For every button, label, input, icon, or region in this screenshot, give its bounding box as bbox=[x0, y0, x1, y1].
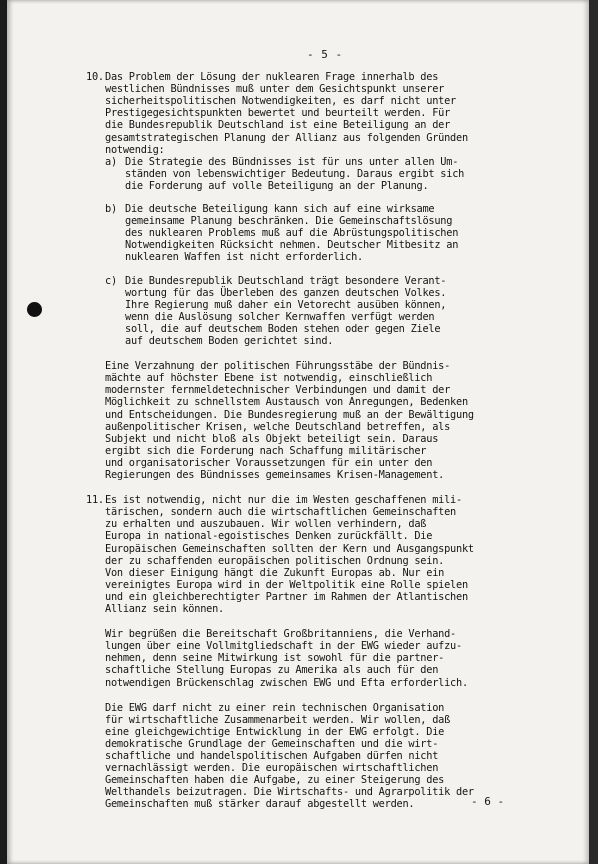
paragraph-line: Gemeinschaften muß stärker darauf abgestellt werden. bbox=[105, 798, 415, 811]
paragraph-line: Wir begrüßen die Bereitschaft Großbritanniens, die Verhand- bbox=[105, 628, 457, 641]
document-page bbox=[7, 0, 589, 864]
scan-edge-left bbox=[0, 0, 7, 864]
paragraph-line: der zu schaffenden europäischen politischen Ordnung sein. bbox=[105, 554, 445, 567]
paragraph-line: sicherheitspolitischen Notwendigkeiten, es darf nicht unter bbox=[105, 95, 457, 108]
paragraph-line: tärischen, sondern auch die wirtschaftlichen Gemeinschaften bbox=[105, 506, 457, 519]
section-number: 10. bbox=[86, 71, 104, 83]
paragraph-line: für wirtschaftliche Zusammenarbeit werden. Wir wollen, daß bbox=[105, 713, 451, 726]
next-page-marker: - 6 - bbox=[471, 795, 505, 808]
section-number: 11. bbox=[86, 494, 104, 507]
paragraph-line: schaftliche Stellung Europas zu Amerika als auch für den bbox=[105, 664, 439, 677]
paragraph-line: notwendigen Brückenschlag zwischen EWG und Efta erforderlich. bbox=[105, 676, 468, 689]
list-item-line: soll, die auf deutschem Boden stehen oder gegen Ziele bbox=[125, 322, 441, 335]
page-number: - 5 - bbox=[307, 48, 343, 61]
paragraph-line: modernster fernmeldetechnischer Verbindungen und damit der bbox=[105, 384, 451, 397]
list-item-line: auf deutschem Boden gerichtet sind. bbox=[125, 335, 334, 347]
list-item-label: c) bbox=[105, 274, 117, 287]
list-item-line: Ihre Regierung muß daher ein Vetorecht ausüben können, bbox=[125, 298, 447, 311]
list-item-line: gemeinsame Planung beschränken. Die Gemeinschaftslösung bbox=[125, 215, 453, 228]
list-item-line: Die Bundesrepublik Deutschland trägt besondere Verant- bbox=[125, 274, 447, 287]
paragraph-line: Europäischen Gemeinschaften sollten der Kern und Ausgangspunkt bbox=[105, 542, 474, 555]
paragraph-line: Allianz sein können. bbox=[105, 603, 224, 615]
paragraph-line: Prestigegesichtspunkten bewertet und beurteilt werden. Für bbox=[105, 107, 451, 120]
paragraph-line: Von dieser Einigung hängt die Zukunft Europas ab. Nur ein bbox=[105, 566, 445, 579]
paragraph-line: eine gleichgewichtige Entwicklung in der EWG erfolgt. Die bbox=[105, 725, 445, 738]
paragraph-line: zu erhalten und auszubauen. Wir wollen verhindern, daß bbox=[105, 518, 427, 531]
list-item-line: die Forderung auf volle Beteiligung an der Planung. bbox=[125, 179, 429, 192]
list-item-label: b) bbox=[105, 203, 117, 215]
paragraph-line: vernachlässigt werden. Die europäischen wirtschaftlichen bbox=[105, 762, 439, 775]
paragraph-line: und organisatorischer Voraussetzungen für ein unter den bbox=[105, 456, 433, 469]
paragraph-line: vereinigtes Europa wird in der Weltpolitik eine Rolle spielen bbox=[105, 578, 468, 591]
paragraph-line: Eine Verzahnung der politischen Führungsstäbe der Bündnis- bbox=[105, 360, 451, 373]
paragraph-line: gesamtstrategischen Planung der Allianz aus folgenden Gründen bbox=[105, 131, 468, 144]
paragraph-line: notwendig: bbox=[105, 143, 165, 156]
paragraph-line: und Entscheidungen. Die Bundesregierung muß an der Bewältigung bbox=[105, 408, 474, 421]
scan-edge-right bbox=[589, 0, 598, 864]
paragraph-line: ergibt sich die Forderung nach Schaffung militärischer bbox=[105, 444, 427, 457]
list-item-line: wortung für das Überleben des ganzen deutschen Volkes. bbox=[125, 286, 447, 299]
paragraph-line: Das Problem der Lösung der nuklearen Frage innerhalb des bbox=[105, 71, 439, 83]
paragraph-line: Gemeinschaften haben die Aufgabe, zu einer Steigerung des bbox=[105, 774, 445, 787]
paragraph-line: Es ist notwendig, nicht nur die im Westen geschaffenen mili- bbox=[105, 494, 462, 507]
paragraph-line: mächte auf höchster Ebene ist notwendig, einschließlich bbox=[105, 372, 433, 385]
paragraph-line: außenpolitischer Krisen, welche Deutschland betreffen, als bbox=[105, 420, 451, 433]
paragraph-line: nehmen, denn seine Mitwirkung ist sowohl für die partner- bbox=[105, 652, 445, 665]
paragraph-line: Welthandels beizutragen. Die Wirtschafts- und Agrarpolitik der bbox=[105, 786, 474, 799]
paragraph-line: Möglichkeit zu schnellstem Austausch von Anregungen, Bedenken bbox=[105, 396, 468, 409]
paragraph-line: die Bundesrepublik Deutschland ist eine Beteiligung an der bbox=[105, 119, 451, 132]
paragraph-line: westlichen Bündnisses muß unter dem Gesichtspunkt unserer bbox=[105, 83, 445, 96]
paragraph-line: Subjekt und nicht bloß als Objekt beteiligt sein. Daraus bbox=[105, 432, 439, 445]
list-item-line: Die deutsche Beteiligung kann sich auf eine wirksame bbox=[125, 203, 435, 215]
list-item-line: des nuklearen Problems muß auf die Abrüstungspolitischen bbox=[125, 227, 459, 240]
list-item-line: ständen von lebenswichtiger Bedeutung. Daraus ergibt sich bbox=[125, 167, 465, 180]
list-item-line: wenn die Auslösung solcher Kernwaffen verfügt werden bbox=[125, 310, 435, 323]
paragraph-line: und ein gleichberechtigter Partner im Rahmen der Atlantischen bbox=[105, 590, 468, 603]
paragraph-line: Europa in national-egoistisches Denken zurückfällt. Die bbox=[105, 530, 433, 543]
paragraph-line: Die EWG darf nicht zu einer rein technischen Organisation bbox=[105, 701, 445, 714]
list-item-line: Notwendigkeiten Rücksicht nehmen. Deutscher Mitbesitz an bbox=[125, 239, 459, 252]
punch-hole bbox=[27, 302, 42, 317]
list-item-label: a) bbox=[105, 155, 117, 168]
paragraph-line: demokratische Grundlage der Gemeinschaften und die wirt- bbox=[105, 737, 439, 750]
list-item-line: Die Strategie des Bündnisses ist für uns unter allen Um- bbox=[125, 155, 459, 168]
paragraph-line: lungen über eine Vollmitgliedschaft in der EWG wieder aufzu- bbox=[105, 640, 462, 653]
paragraph-line: Regierungen des Bündnisses gemeinsames Krisen-Management. bbox=[105, 469, 445, 481]
paragraph-line: schaftliche und handelspolitischen Aufgaben dürfen nicht bbox=[105, 750, 439, 762]
list-item-line: nuklearen Waffen ist nicht erforderlich. bbox=[125, 251, 363, 264]
